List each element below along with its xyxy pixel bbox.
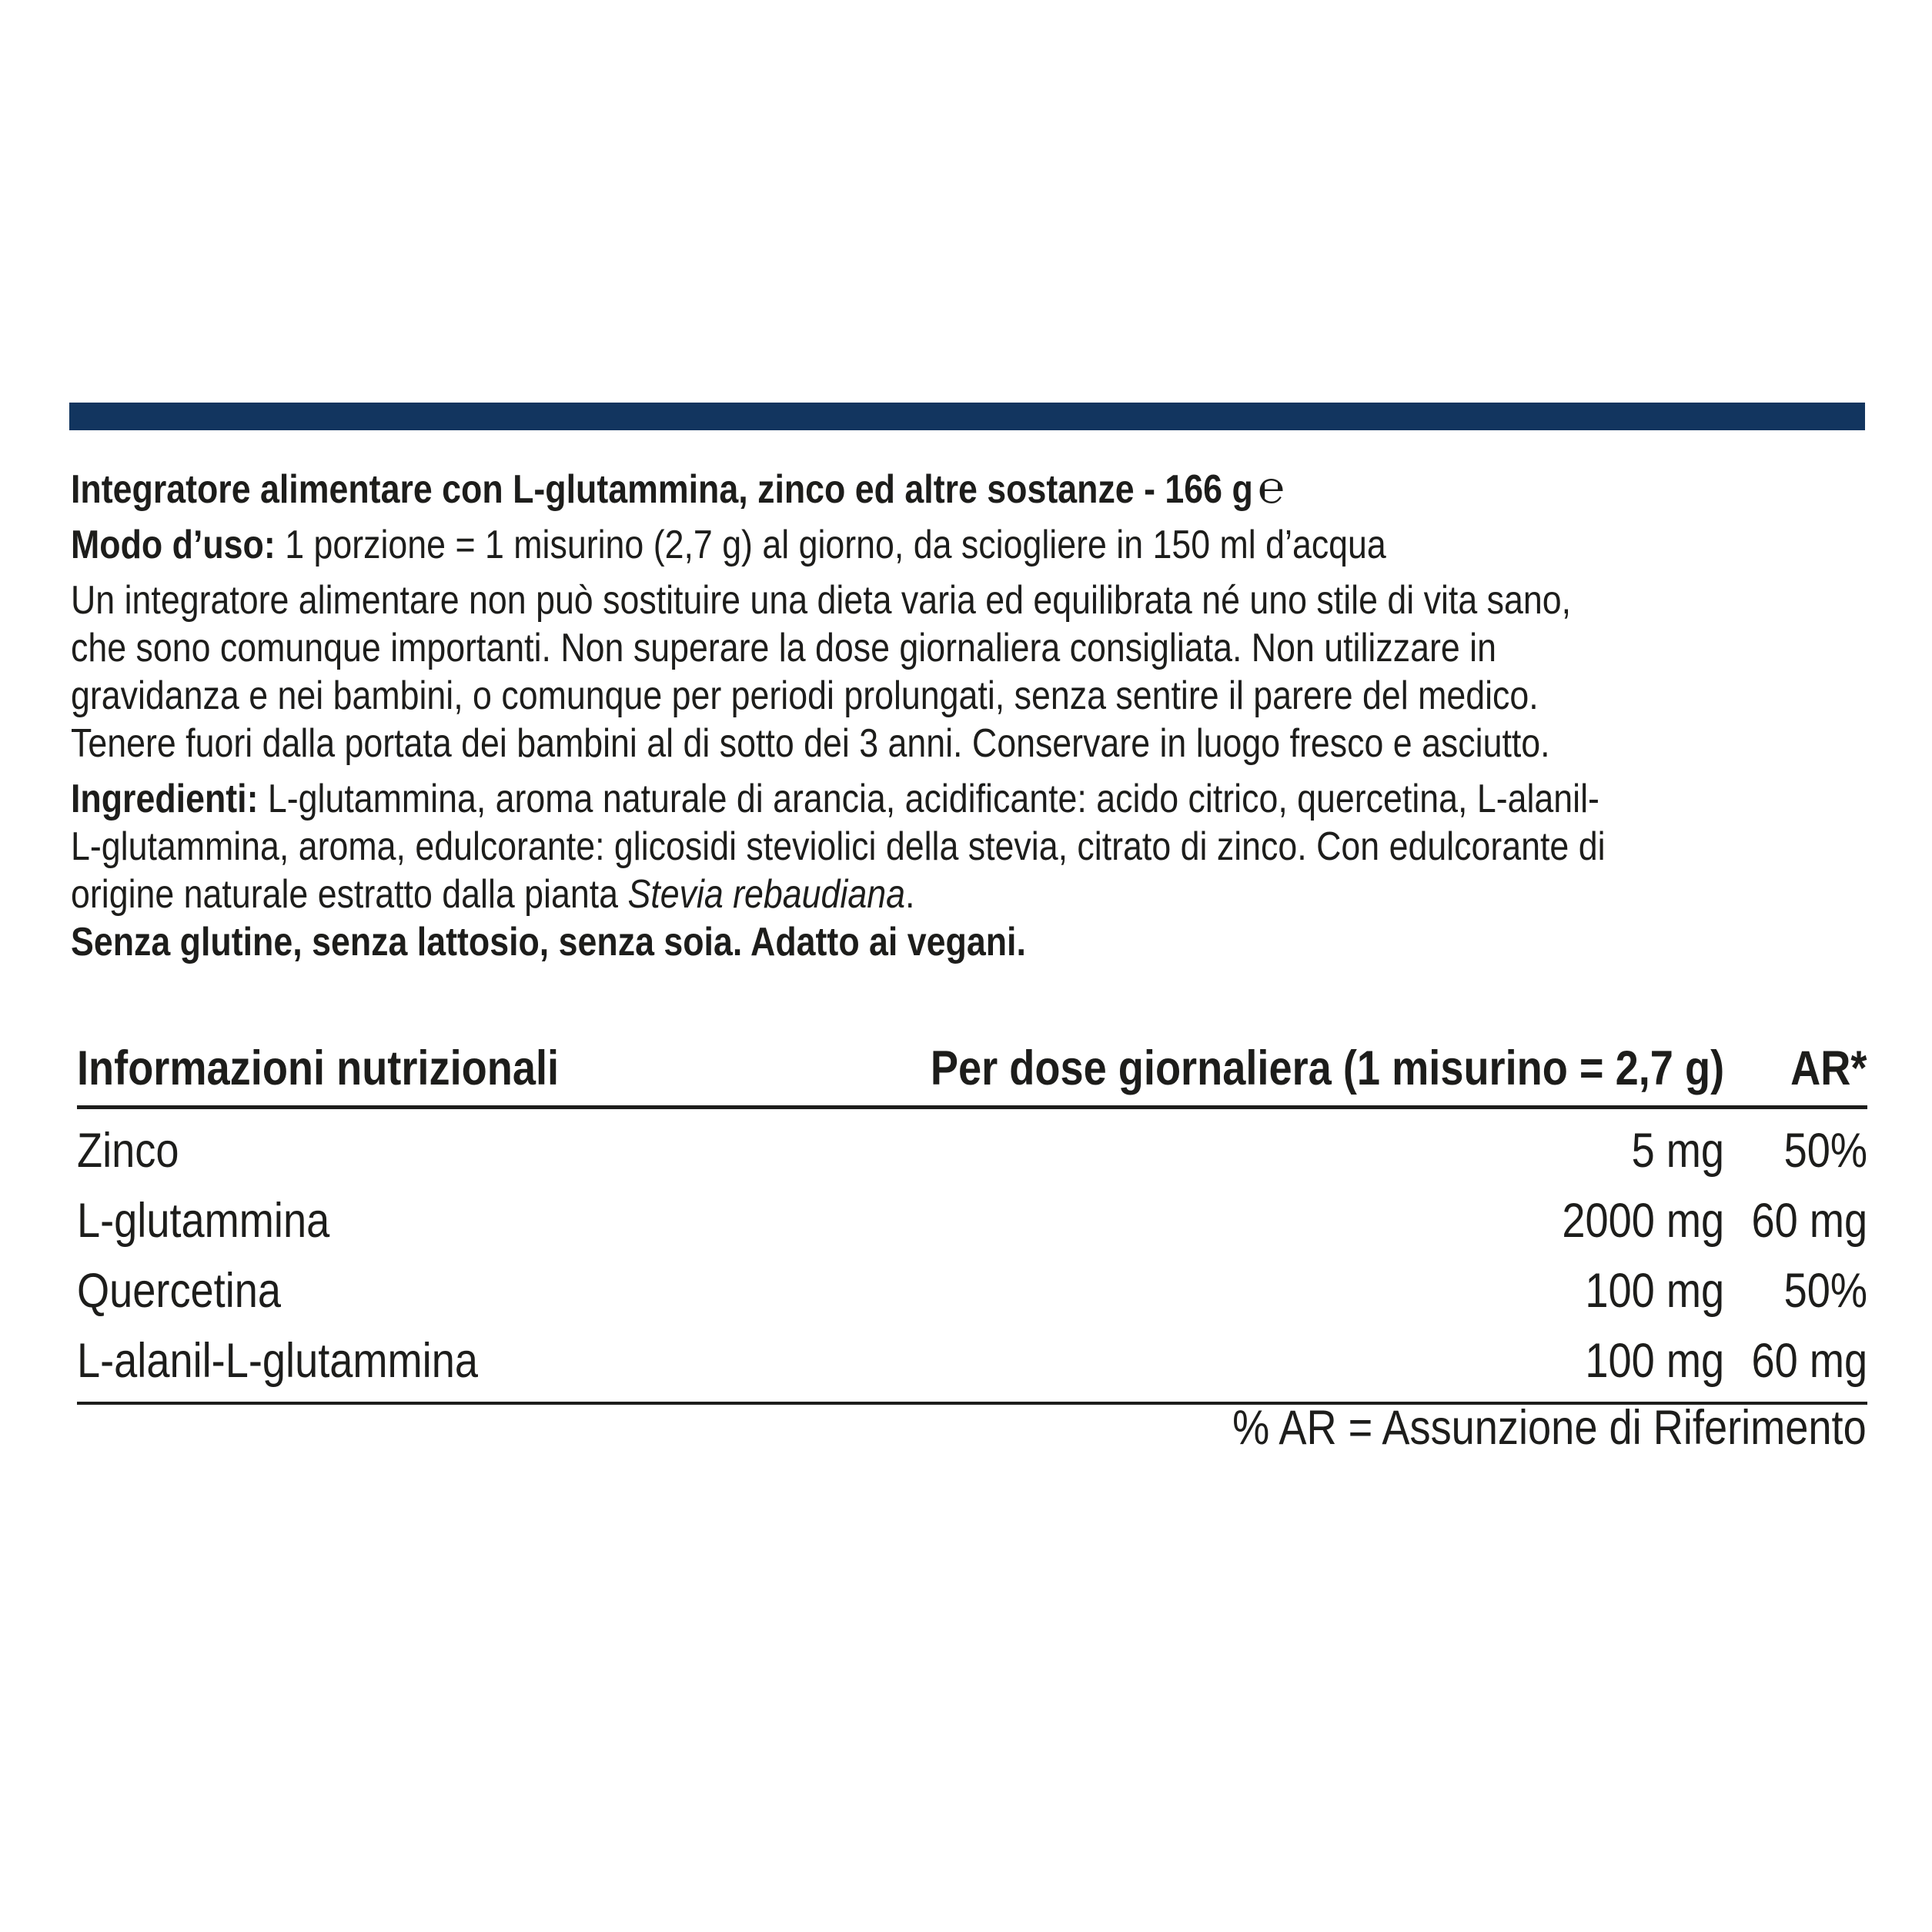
product-title — [71, 464, 1619, 513]
header-nutrition-info: Informazioni nutrizionali — [77, 1031, 770, 1108]
nutrient-ar: 60 mg — [1724, 1325, 1867, 1403]
nutrient-name: Quercetina — [77, 1263, 282, 1318]
ingredients — [71, 775, 1619, 918]
nutrient-amount: 100 mg — [1585, 1263, 1724, 1318]
nutrient-ar: 50% — [1783, 1123, 1867, 1178]
warnings-text: Un integratore alimentare non può sostituire una dieta varia ed equilibrata né uno stile di vita sano, che sono comunque importanti. Non superare la dose giornaliera consigliata. Non utilizzare in gravidanza e nei bambini, o comunque per periodi prolungati, senza sentire il parere del medico. Tenere fuori dalla portata dei bambini al di sotto dei 3 anni. Conservare in luogo fresco e asciutto. — [71, 578, 1572, 766]
header-bar — [69, 403, 1865, 430]
table-row — [77, 1108, 1867, 1186]
usage-instructions — [71, 521, 1619, 569]
ingredients-text: L-glutammina, aroma naturale di arancia, acidificante: acido citrico, quercetina, L-alanil-L-glutammina, aroma, edulcorante: glicosidi steviolici della stevia, citrato di zinco. Con edulcorante di origine naturale estratto dalla pianta — [71, 777, 1606, 917]
nutrition-table — [77, 1031, 1867, 1405]
estimate-sign-icon: ℮ — [1257, 463, 1285, 513]
nutrient-name: L-alanil-L-glutammina — [77, 1325, 770, 1403]
nutrient-name: L-glutammina — [77, 1193, 330, 1248]
free-from-statement: Senza glutine, senza lattosio, senza soia. Adatto ai vegani. — [71, 920, 1026, 964]
nutrient-amount: 5 mg — [1631, 1123, 1724, 1178]
usage-label: Modo d’uso: — [71, 523, 276, 567]
nutrient-ar: 60 mg — [1751, 1193, 1867, 1248]
nutrient-amount: 2000 mg — [1562, 1193, 1724, 1248]
ingredients-label: Ingredienti: — [71, 777, 259, 821]
ingredients-end: . — [904, 872, 915, 917]
reference-intake-footnote: % AR = Assunzione di Riferimento — [1232, 1401, 1867, 1455]
header-ar: AR* — [1724, 1031, 1867, 1108]
nutrition-header-row — [77, 1031, 1867, 1108]
nutrient-amount: 100 mg — [770, 1325, 1724, 1403]
table-row — [77, 1185, 1867, 1255]
product-title-text: Integratore alimentare con L-glutammina, zinco ed altre sostanze - 166 g — [71, 467, 1253, 512]
header-daily-dose: Per dose giornaliera (1 misurino = 2,7 g) — [770, 1031, 1724, 1108]
label-text-block — [71, 464, 1619, 966]
nutrient-ar: 50% — [1783, 1263, 1867, 1318]
table-row — [77, 1325, 1867, 1403]
ingredients-species: Stevia rebaudiana — [627, 872, 905, 917]
usage-text: 1 porzione = 1 misurino (2,7 g) al giorno, da sciogliere in 150 ml d’acqua — [275, 523, 1386, 567]
table-row — [77, 1255, 1867, 1325]
nutrient-name: Zinco — [77, 1123, 179, 1178]
